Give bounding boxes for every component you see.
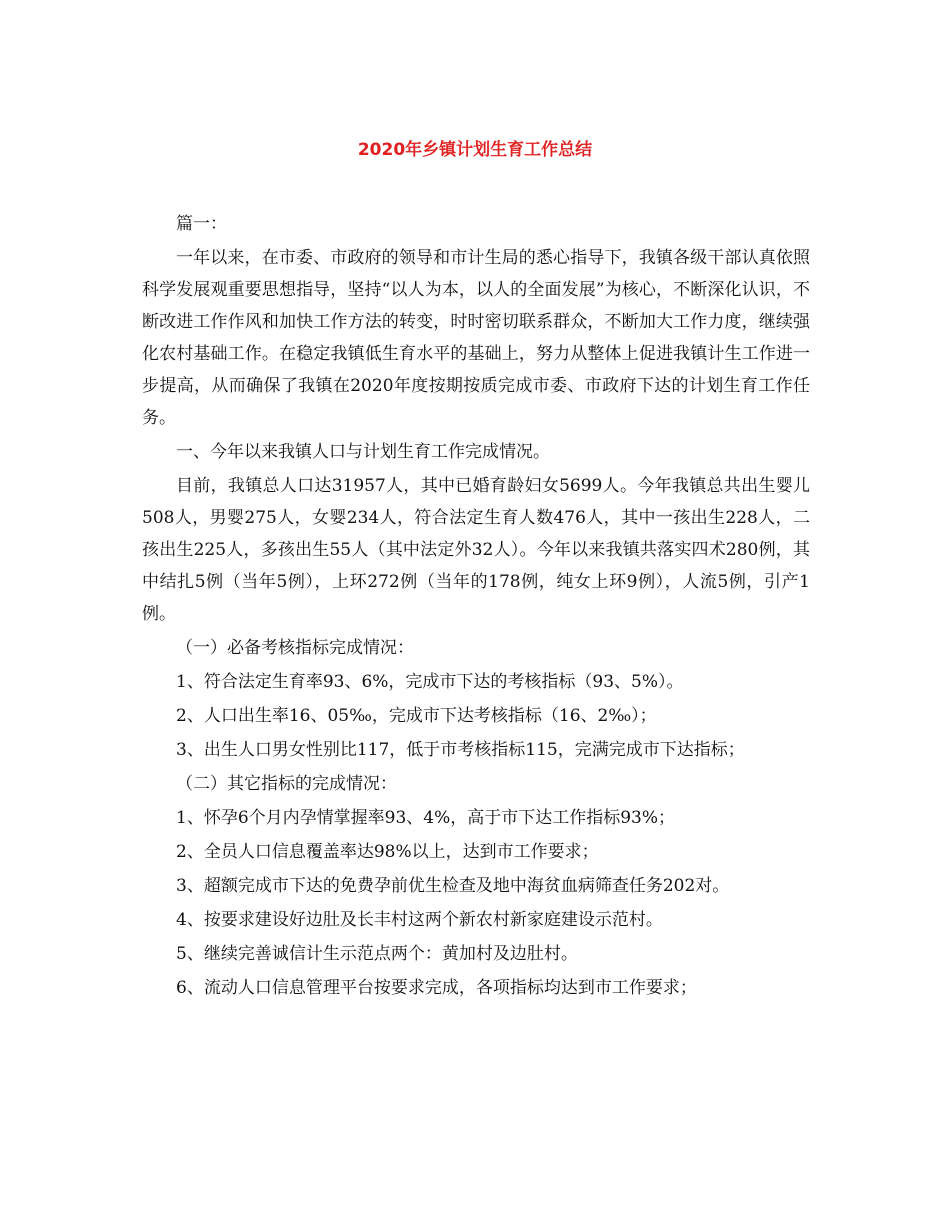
list-item: 4、按要求建设好边肚及长丰村这两个新农村新家庭建设示范村。 — [176, 910, 663, 930]
subsection-heading: （二）其它指标的完成情况： — [176, 774, 397, 794]
list-item: 2、人口出生率16、05‰，完成市下达考核指标（16、2‰）； — [176, 706, 657, 726]
list-item: 6、流动人口信息管理平台按要求完成，各项指标均达到市工作要求； — [176, 978, 697, 998]
document-title: 2020年乡镇计划生育工作总结 — [357, 140, 593, 160]
list-item: 1、怀孕6个月内孕情掌握率93、4%，高于市下达工作指标93%； — [176, 808, 676, 828]
paragraph: 目前，我镇总人口达31957人，其中已婚育龄妇女5699人。今年我镇总共出生婴儿508人，男婴275人，女婴234人，符合法定生育人数476人，其中一孩出生228人，二孩出生225人，多孩出生55人（其中法定外32人）。今年以来我镇共落实四术280例，其中结扎5例（当年5例），上环272例（当年的178例，纯女上环9例），人流5例，引产1例。 — [142, 476, 810, 624]
list-item: 1、符合法定生育率93、6%，完成市下达的考核指标（93、5%）。 — [176, 672, 684, 692]
list-item: 5、继续完善诚信计生示范点两个：黄加村及边肚村。 — [176, 944, 578, 964]
document-body — [142, 208, 810, 1006]
section-heading: 一、今年以来我镇人口与计划生育工作完成情况。 — [176, 442, 550, 462]
list-item: 3、出生人口男女性别比117，低于市考核指标115，完满完成市下达指标； — [176, 740, 745, 760]
subsection-heading: （一）必备考核指标完成情况： — [176, 638, 414, 658]
paragraph: 篇一： — [176, 214, 227, 234]
list-item: 3、超额完成市下达的免费孕前优生检查及地中海贫血病筛查任务202对。 — [176, 876, 730, 896]
list-item: 2、全员人口信息覆盖率达98%以上，达到市工作要求； — [176, 842, 599, 862]
paragraph: 一年以来，在市委、市政府的领导和市计生局的悉心指导下，我镇各级干部认真依照科学发展观重要思想指导，坚持“以人为本，以人的全面发展”为核心，不断深化认识，不断改进工作作风和加快工作方法的转变，时时密切联系群众，不断加大工作力度，继续强化农村基础工作。在稳定我镇低生育水平的基础上，努力从整体上促进我镇计生工作进一步提高，从而确保了我镇在2020年度按期按质完成市委、市政府下达的计划生育工作任务。 — [142, 248, 810, 428]
